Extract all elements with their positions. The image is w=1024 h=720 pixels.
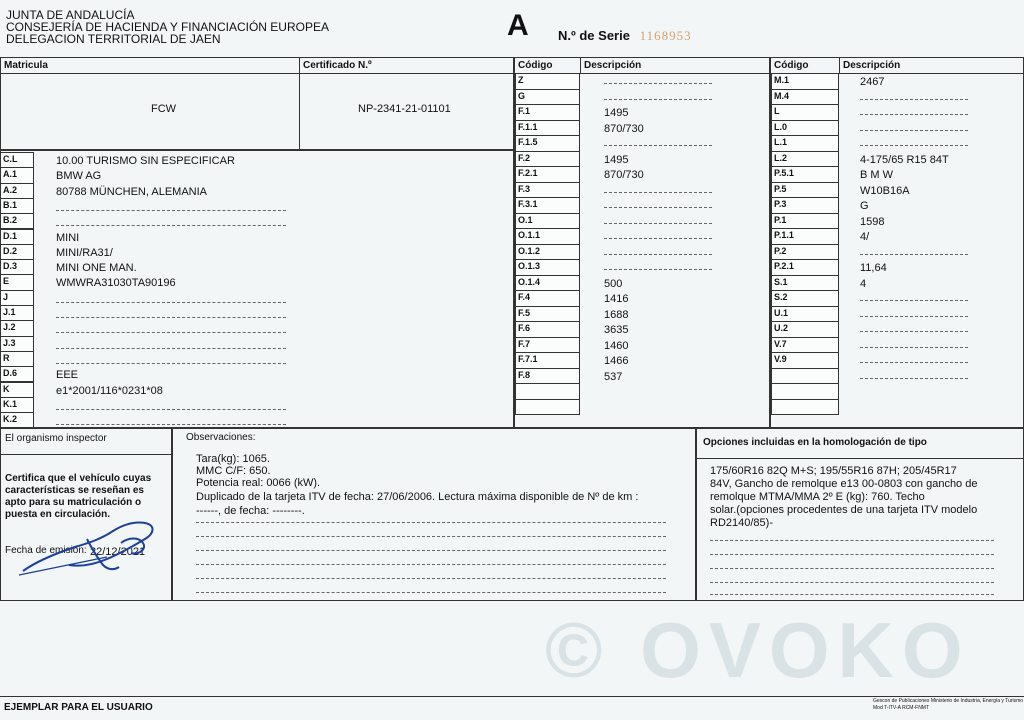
code-cell: P.2.1: [771, 259, 839, 276]
left-code-cell: A.2: [0, 183, 34, 199]
code-blank-line: [860, 254, 968, 255]
code-cell: P.2: [771, 244, 839, 261]
certificado-box: [299, 57, 514, 150]
certificado-value: NP-2341-21-01101: [358, 103, 451, 115]
code-blank-line: [604, 254, 712, 255]
code-value: 4/: [860, 231, 870, 243]
opcion-blank-line: [710, 554, 994, 555]
code-cell: P.3: [771, 197, 839, 214]
opcion-blank-line: [710, 568, 994, 569]
footer-publisher: [873, 698, 1023, 712]
left-value: e1*2001/116*0231*08: [56, 384, 163, 397]
opciones-divider: [697, 458, 1023, 459]
left-value: 80788 MÜNCHEN, ALEMANIA: [56, 185, 207, 198]
code-blank-line: [860, 114, 968, 115]
left-code-cell: K: [0, 382, 34, 398]
code-cell: [515, 383, 580, 400]
code-cell: M.1: [771, 73, 839, 90]
right-codigo-header: Código: [771, 58, 840, 74]
observacion-line: ------, de fecha: --------.: [196, 505, 305, 517]
code-value: W10B16A: [860, 184, 910, 197]
matricula-label: Matricula: [1, 58, 299, 74]
code-cell: F.5: [515, 306, 580, 323]
code-cell: O.1.3: [515, 259, 580, 276]
left-value: EEE: [56, 369, 79, 382]
code-cell: F.1: [515, 104, 580, 121]
certificado-label: Certificado N.º: [300, 58, 513, 74]
serial-number: 1168953: [639, 28, 692, 43]
opcion-line: 175/60R16 82Q M+S; 195/55R16 87H; 205/45R17: [710, 465, 957, 477]
code-value: 870/730: [604, 169, 644, 181]
code-cell: F.8: [515, 368, 580, 385]
left-code-cell: E: [0, 274, 34, 290]
code-blank-line: [860, 316, 968, 317]
code-value: 1460: [604, 339, 629, 352]
code-cell: L.2: [771, 151, 839, 168]
code-cell: Z: [515, 73, 580, 90]
code-value: 4: [860, 277, 867, 290]
code-cell: F.1.5: [515, 135, 580, 152]
code-cell: [771, 368, 839, 385]
left-blank-line: [56, 317, 286, 318]
observacion-blank-line: [196, 522, 666, 523]
left-blank-line: [56, 348, 286, 349]
footer-publisher-line: Gescon de Publicaciones Ministerio de Industria, Energía y Turismo: [873, 698, 1024, 704]
left-code-cell: K.1: [0, 397, 34, 413]
code-blank-line: [604, 238, 712, 239]
code-blank-line: [604, 207, 712, 208]
footer-publisher-line: Mod T-ITV-A RCM-FNMT: [873, 705, 930, 711]
issuer-line-3: DELEGACION TERRITORIAL DE JAEN: [6, 32, 221, 46]
left-blank-line: [56, 424, 286, 425]
code-cell: P.1: [771, 213, 839, 230]
left-code-cell: D.6: [0, 366, 34, 382]
code-value: 1466: [604, 355, 629, 367]
opcion-blank-line: [710, 582, 994, 583]
left-code-cell: A.1: [0, 167, 34, 183]
code-cell: F.3.1: [515, 197, 580, 214]
left-code-cell: B.1: [0, 198, 34, 214]
code-value: 1598: [860, 215, 885, 228]
code-value: 500: [604, 277, 623, 290]
left-code-cell: K.2: [0, 412, 34, 428]
left-code-cell: J.2: [0, 320, 34, 336]
code-cell: O.1: [515, 213, 580, 230]
code-cell: L.0: [771, 120, 839, 137]
code-cell: O.1.2: [515, 244, 580, 261]
observacion-line: Tara(kg): 1065.: [196, 453, 270, 465]
code-cell: L: [771, 104, 839, 121]
code-value: 870/730: [604, 122, 644, 135]
code-blank-line: [860, 130, 968, 131]
code-cell: O.1.1: [515, 228, 580, 245]
observaciones-label: Observaciones:: [186, 432, 256, 443]
code-value: G: [860, 200, 869, 212]
serial-number-block: [558, 28, 692, 44]
left-value: WMWRA31030TA90196: [56, 277, 176, 290]
code-cell: F.2: [515, 151, 580, 168]
footer-divider: [0, 696, 1024, 697]
cert-text-line: apto para su matriculación o: [5, 497, 142, 508]
code-value: 1495: [604, 153, 629, 166]
issuer-header: [6, 9, 329, 45]
code-blank-line: [860, 99, 968, 100]
left-blank-line: [56, 363, 286, 364]
code-cell: P.5.1: [771, 166, 839, 183]
left-blank-line: [56, 210, 286, 211]
code-cell: F.1.1: [515, 120, 580, 137]
code-cell: S.2: [771, 290, 839, 307]
code-cell: F.7: [515, 337, 580, 354]
ovoko-watermark: © OVOKO: [545, 606, 971, 694]
signature-icon: [17, 513, 167, 579]
fecha-emision-value: 22/12/2021: [90, 546, 146, 558]
code-value: 1495: [604, 107, 629, 119]
observacion-blank-line: [196, 564, 666, 565]
code-cell: L.1: [771, 135, 839, 152]
observacion-blank-line: [196, 578, 666, 579]
cert-text-line: puesta en circulación.: [5, 509, 111, 520]
code-cell: F.2.1: [515, 166, 580, 183]
code-cell: U.2: [771, 321, 839, 338]
left-code-cell: D.2: [0, 244, 34, 260]
cert-text-line: características se reseñan es: [5, 485, 144, 496]
left-blank-line: [56, 302, 286, 303]
code-value: 537: [604, 370, 623, 383]
matricula-box: [0, 57, 300, 150]
issuer-line-2: CONSEJERÍA DE HACIENDA Y FINANCIACIÓN EUROPEA: [6, 20, 329, 34]
card-type-letter: A: [507, 9, 529, 42]
observacion-line: MMC C/F: 650.: [196, 465, 271, 477]
fecha-emision-label: Fecha de emisión:: [5, 545, 87, 556]
observacion-blank-line: [196, 592, 666, 593]
opcion-line: RD2140/85)-: [710, 517, 773, 529]
left-value: MINI/RA31/: [56, 246, 113, 259]
code-blank-line: [860, 331, 968, 332]
code-cell: F.7.1: [515, 352, 580, 369]
code-blank-line: [604, 145, 712, 146]
left-code-cell: C.L: [0, 152, 34, 168]
observacion-blank-line: [196, 550, 666, 551]
code-cell: [771, 399, 839, 416]
code-cell: P.1.1: [771, 228, 839, 245]
code-cell: F.3: [515, 182, 580, 199]
opcion-line: 84V, Gancho de remolque e13 00-0803 con gancho de: [710, 478, 978, 490]
code-cell: [771, 383, 839, 400]
code-value: 2467: [860, 76, 885, 88]
code-cell: [515, 399, 580, 416]
left-blank-line: [56, 225, 286, 226]
code-blank-line: [860, 362, 968, 363]
left-code-cell: B.2: [0, 213, 34, 229]
opciones-label: Opciones incluidas en la homologación de tipo: [703, 437, 927, 448]
code-cell: V.7: [771, 337, 839, 354]
code-blank-line: [860, 347, 968, 348]
observacion-blank-line: [196, 536, 666, 537]
code-cell: M.4: [771, 89, 839, 106]
footer-ejemplar: EJEMPLAR PARA EL USUARIO: [4, 702, 153, 713]
opcion-line: remolque MTMA/MMA 2º E (kg): 760. Techo: [710, 491, 925, 503]
code-cell: O.1.4: [515, 275, 580, 292]
left-code-cell: D.3: [0, 259, 34, 275]
code-cell: F.6: [515, 321, 580, 338]
code-cell: P.5: [771, 182, 839, 199]
mid-descripcion-header: Descripción: [581, 58, 769, 74]
mid-codigo-header: Código: [515, 58, 581, 74]
code-cell: U.1: [771, 306, 839, 323]
code-value: 1688: [604, 308, 629, 321]
code-cell: F.4: [515, 290, 580, 307]
code-blank-line: [604, 83, 712, 84]
code-value: B M W: [860, 169, 893, 181]
code-blank-line: [604, 269, 712, 270]
left-code-cell: R: [0, 351, 34, 367]
left-code-cell: J.3: [0, 336, 34, 352]
left-code-cell: J.1: [0, 305, 34, 321]
observacion-line: Duplicado de la tarjeta ITV de fecha: 27/06/2006. Lectura máxima disponible de Nº de km :: [196, 491, 639, 503]
code-value: 1416: [604, 293, 629, 305]
issuer-line-1: JUNTA DE ANDALUCÍA: [6, 8, 135, 22]
code-cell: V.9: [771, 352, 839, 369]
opcion-line: solar.(opciones procedentes de una tarjeta ITV modelo: [710, 504, 978, 516]
left-value: BMW AG: [56, 170, 102, 183]
code-value: 3635: [604, 324, 629, 336]
left-code-cell: D.1: [0, 229, 34, 245]
left-value: MINI: [56, 231, 80, 244]
inspector-label: El organismo inspector: [5, 433, 107, 444]
matricula-value: FCW: [151, 103, 177, 115]
code-cell: S.1: [771, 275, 839, 292]
opcion-blank-line: [710, 540, 994, 541]
code-blank-line: [604, 192, 712, 193]
inspector-divider: [1, 454, 171, 455]
code-blank-line: [860, 378, 968, 379]
code-blank-line: [860, 300, 968, 301]
code-blank-line: [604, 99, 712, 100]
left-blank-line: [56, 332, 286, 333]
serial-label: N.º de Serie: [558, 28, 630, 43]
left-blank-line: [56, 409, 286, 410]
left-value: MINI ONE MAN.: [56, 262, 137, 275]
code-value: 4-175/65 R15 84T: [860, 153, 949, 166]
left-value: 10.00 TURISMO SIN ESPECIFICAR: [56, 155, 235, 167]
inspector-box: [0, 428, 172, 601]
code-blank-line: [604, 223, 712, 224]
cert-text-line: Certifica que el vehículo cuyas: [5, 473, 152, 484]
opcion-blank-line: [710, 594, 994, 595]
observacion-line: Potencia real: 0066 (kW).: [196, 477, 321, 489]
code-value: 11,64: [860, 262, 887, 274]
code-blank-line: [860, 145, 968, 146]
right-descripcion-header: Descripción: [840, 58, 1023, 74]
left-code-cell: J: [0, 290, 34, 306]
code-cell: G: [515, 89, 580, 106]
